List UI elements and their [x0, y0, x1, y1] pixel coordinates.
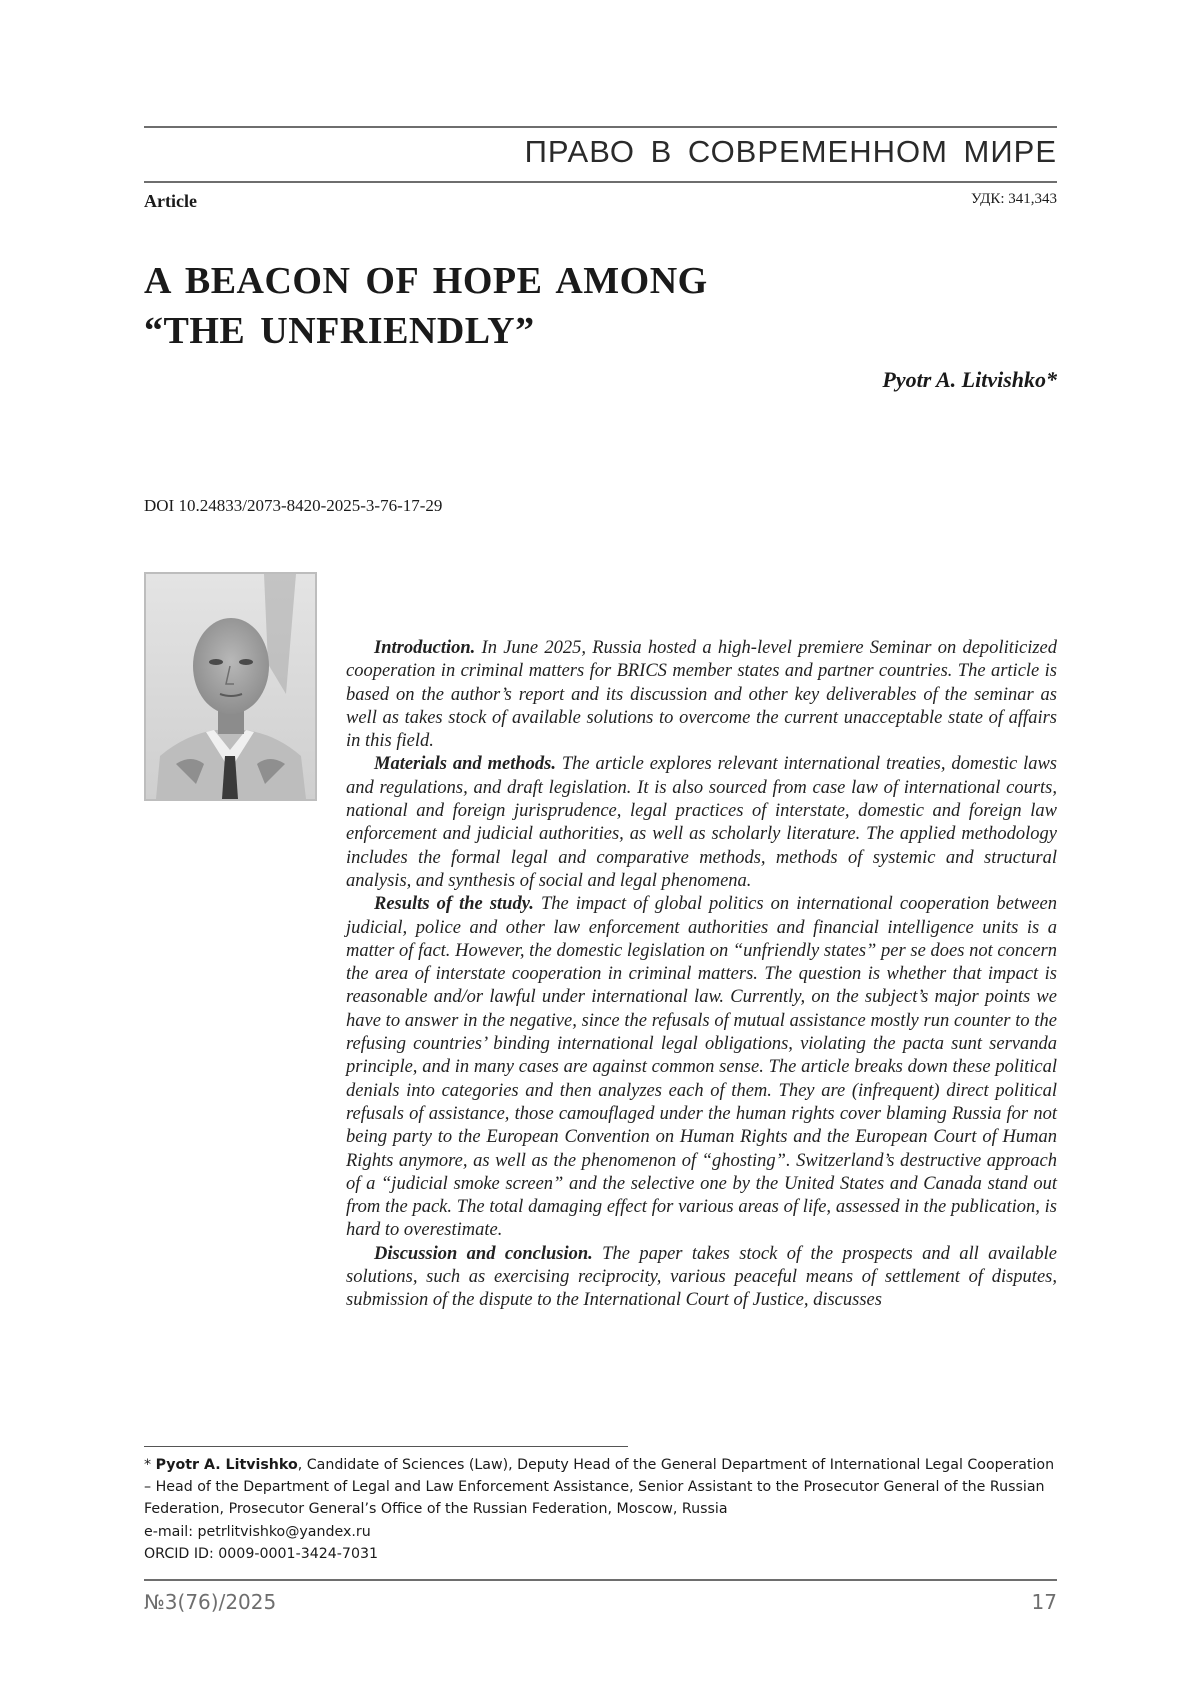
- abstract-methods: [346, 753, 1057, 893]
- header-bottom-rule: [144, 181, 1057, 183]
- abstract-introduction: [346, 637, 1057, 753]
- abstract-discussion: [346, 1243, 1057, 1313]
- abstract-introduction-heading: Introduction.: [374, 638, 476, 658]
- abstract-discussion-text: The paper takes stock of the prospects and all available solutions, such as exercising reciprocity, various peaceful means of settlement of disputes, submission of the dispute to the International Court of Justice, discusses: [346, 1243, 1058, 1311]
- article-type-label: Article: [144, 191, 197, 211]
- footnote-affiliation-text: , Candidate of Sciences (Law), Deputy Head of the General Department of International Legal Cooperation – Head of the Department of Legal and Law Enforcement Assistance, Senior Assistant to the Prosecutor General of the Russian Federation, Prosecutor General’s Office of the Russian Federation, Moscow, Russia: [144, 1457, 1055, 1518]
- footnote-author-name: Pyotr A. Litvishko: [155, 1457, 298, 1473]
- footnote-email: e-mail: petrlitvishko@yandex.ru: [144, 1523, 371, 1540]
- abstract-methods-text: The article explores relevant international treaties, domestic laws and regulations, and draft legislation. It is also sourced from case law of international courts, national and foreign jurisprudence, legal practices of interstate, domestic and foreign law enforcement and judicial authorities, as well as scholarly literature. The applied methodology includes the formal legal and comparative methods, methods of systemic and structural analysis, and synthesis of social and legal phenomena.: [346, 754, 1058, 891]
- abstract-introduction-text: In June 2025, Russia hosted a high-level premiere Seminar on depoliticized cooperation in criminal matters for BRICS member states and partner countries. The article is based on the author’s report and its discussion and other key deliverables of the seminar as well as takes stock of available solutions to overcome the current unacceptable state of affairs in this field.: [346, 638, 1058, 752]
- abstract: [346, 637, 1057, 1313]
- abstract-results-heading: Results of the study.: [374, 894, 534, 915]
- footer-rule: [144, 1579, 1057, 1581]
- footnote-rule: [144, 1446, 628, 1447]
- author-footnote: [144, 1454, 1057, 1565]
- abstract-discussion-heading: Discussion and conclusion.: [374, 1243, 593, 1264]
- footnote-affiliation: [144, 1454, 1057, 1521]
- footnote-orcid: ORCID ID: 0009-0001-3424-7031: [144, 1545, 379, 1562]
- header-top-rule: [144, 126, 1057, 128]
- issue-number: №3(76)/2025: [144, 1590, 277, 1614]
- author-name: Pyotr A. Litvishko*: [882, 367, 1057, 392]
- journal-title: ПРАВО В СОВРЕМЕННОМ МИРЕ: [524, 134, 1057, 169]
- article-title: [144, 256, 844, 356]
- abstract-results-text: The impact of global politics on international cooperation between judicial, police and other law enforcement authorities and financial intelligence units is a matter of fact. However, the domestic legislation on “unfriendly states” per se does not concern the area of interstate cooperation in criminal matters. The question is whether that impact is reasonable and/or lawful under international law. Currently, on the subject’s major points we have to answer in the negative, since the refusals of mutual assistance mostly run counter to the refusing countries’ binding international legal obligations, violating the pacta sunt servanda principle, and in many cases are against common sense. The article breaks down these political denials into categories and then analyzes each of them. They are (infrequent) direct political refusals of assistance, those camouflaged under the human rights cover blaming Russia for not being party to the European Convention on Human Rights and the European Court of Human Rights anymore, as well as the phenomenon of “ghosting”. Switzerland’s destructive approach of a “judicial smoke screen” and the selective one by the United States and Canada stand out from the pack. The total damaging effect for various areas of life, assessed in the publication, is hard to overestimate.: [346, 894, 1057, 1241]
- article-title-line-1: A BEACON OF HOPE AMONG: [144, 260, 708, 302]
- author-photo: [144, 572, 317, 801]
- author-portrait-image: [146, 574, 315, 799]
- doi: DOI 10.24833/2073-8420-2025-3-76-17-29: [144, 496, 443, 515]
- article-title-line-2: “THE UNFRIENDLY”: [144, 310, 535, 352]
- page-number: 17: [1031, 1590, 1057, 1614]
- footnote-marker: *: [144, 1457, 156, 1473]
- udc-code: УДК: 341,343: [970, 191, 1057, 207]
- abstract-results: [346, 893, 1057, 1242]
- abstract-methods-heading: Materials and methods.: [374, 754, 556, 775]
